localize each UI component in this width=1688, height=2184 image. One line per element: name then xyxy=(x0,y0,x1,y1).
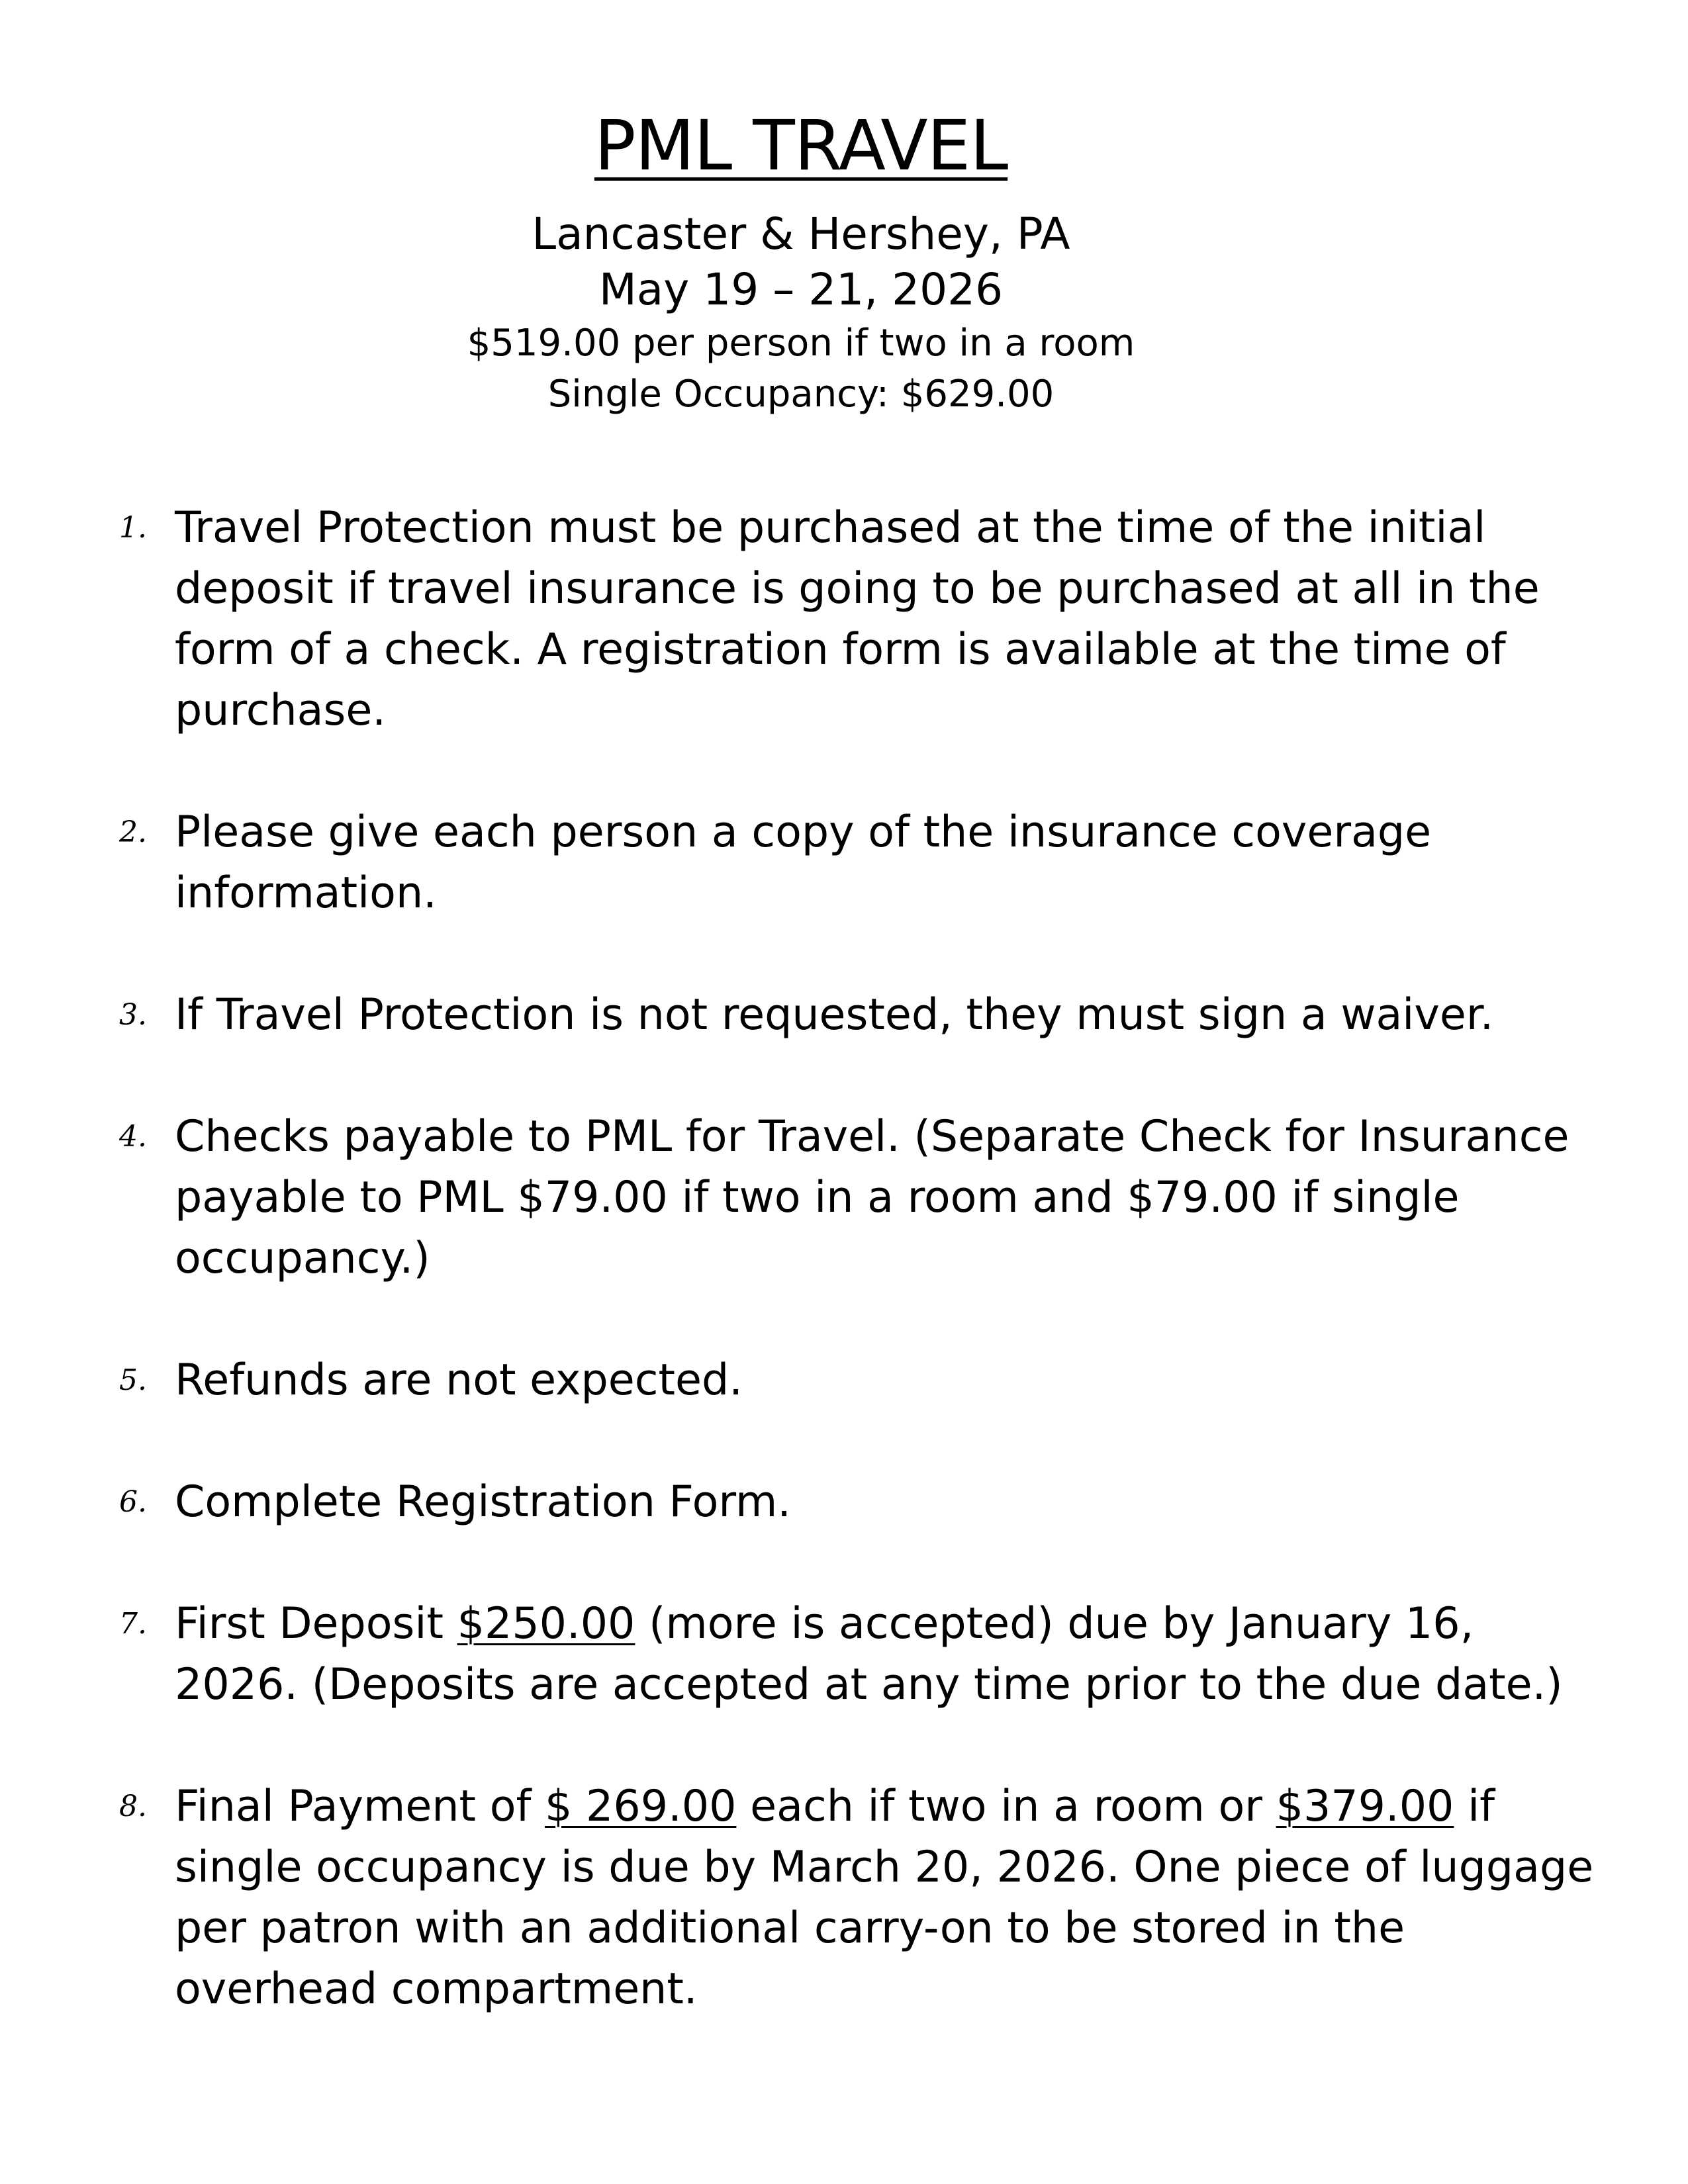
page-title: PML TRAVEL xyxy=(594,105,1008,186)
item-number: 3. xyxy=(119,998,147,1032)
item-text: If Travel Protection is not requested, they must sign a waiver. xyxy=(175,990,1494,1040)
terms-list xyxy=(119,498,1595,2081)
trip-location: Lancaster & Hershey, PA xyxy=(532,208,1070,259)
luggage-note: One piece of luggage per patron with an additional carry-on to be stored in the overhead compartment. xyxy=(175,1843,1594,2014)
list-item xyxy=(119,1107,1595,1289)
deposit-label: First Deposit xyxy=(175,1599,457,1649)
list-item xyxy=(119,1472,1595,1533)
deposit-due-date: due by January 16, 2026. xyxy=(175,1599,1474,1709)
final-payment-due-date: is due by March 20, 2026. xyxy=(560,1843,1120,1892)
final-payment-label: Final Payment of xyxy=(175,1782,545,1831)
item-text: Checks payable to PML for Travel. (Separate Check for Insurance payable to PML $79.00 if two in a room and $79.00 if single occupancy.) xyxy=(175,1112,1570,1283)
item-number: 2. xyxy=(119,815,147,849)
list-item xyxy=(119,802,1595,924)
deposit-timing-note: (Deposits are accepted at any time prior to the due date.) xyxy=(298,1660,1563,1709)
list-item xyxy=(119,498,1595,741)
trip-dates: May 19 – 21, 2026 xyxy=(598,264,1004,315)
document-header xyxy=(0,99,1602,420)
list-item xyxy=(119,985,1595,1046)
list-item xyxy=(119,1776,1595,2020)
item-text: Refunds are not expected. xyxy=(175,1355,743,1405)
price-double-occupancy: $519.00 per person if two in a room xyxy=(467,322,1135,365)
item-number: 5. xyxy=(119,1363,147,1397)
list-item xyxy=(119,1594,1595,1715)
price-single-occupancy: Single Occupancy: $629.00 xyxy=(547,373,1055,416)
list-item xyxy=(119,1350,1595,1411)
item-number: 8. xyxy=(119,1790,147,1823)
final-payment-connector: each if two in a room or xyxy=(736,1782,1276,1831)
item-text: Complete Registration Form. xyxy=(175,1477,791,1527)
item-number: 7. xyxy=(119,1607,147,1641)
item-number: 4. xyxy=(119,1120,147,1154)
item-number: 6. xyxy=(119,1485,147,1519)
item-number: 1. xyxy=(119,511,147,545)
deposit-note: (more is accepted) xyxy=(635,1599,1068,1649)
final-payment-single-amount: $379.00 xyxy=(1276,1782,1454,1831)
final-payment-double-amount: $ 269.00 xyxy=(545,1782,737,1831)
deposit-amount: $250.00 xyxy=(457,1599,635,1649)
final-payment-single-text: if single occupancy xyxy=(175,1782,1495,1892)
item-text: Please give each person a copy of the insurance coverage information. xyxy=(175,807,1432,918)
item-text: Travel Protection must be purchased at the time of the initial deposit if travel insurance is going to be purchased at all in the form of a check. A registration form is available at the time of purchase. xyxy=(175,503,1540,735)
